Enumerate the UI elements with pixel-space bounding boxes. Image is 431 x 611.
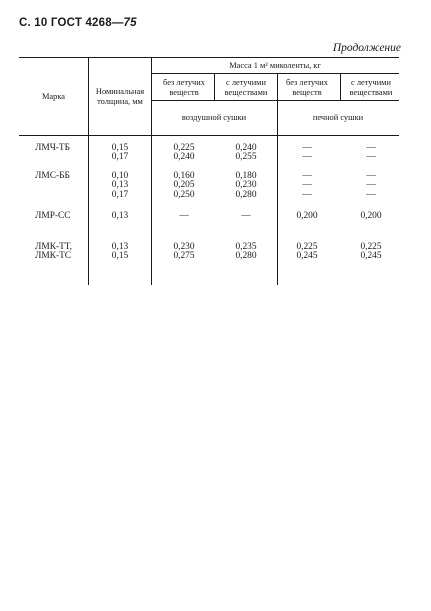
subheader-oven-no-volatile: без летучих веществ [286, 78, 328, 97]
page-number: С. 10 [19, 17, 48, 29]
row-air-with-volatile: — [241, 211, 251, 221]
row-thickness: 0,15 0,17 [111, 143, 129, 163]
row-oven-no-volatile: — — [302, 143, 312, 163]
row-oven-no-volatile: — — — [302, 171, 312, 200]
col-rule-5 [340, 74, 341, 101]
row-mark: ЛМР-СС [35, 211, 71, 221]
row-air-with-volatile: 0,240 0,255 [235, 143, 257, 163]
standard-code: ГОСТ 4268 [50, 17, 112, 29]
row-air-no-volatile: — [179, 211, 189, 221]
col-rule-4 [277, 74, 278, 285]
row-mark: ЛМС-ББ [35, 171, 70, 181]
row-air-with-volatile: 0,180 0,230 0,280 [235, 171, 257, 200]
row-oven-no-volatile: 0,200 [296, 211, 318, 221]
row-air-no-volatile: 0,160 0,205 0,250 [173, 171, 195, 200]
row-air-with-volatile: 0,235 0,280 [235, 242, 257, 262]
row-oven-with-volatile: — — [366, 143, 376, 163]
standard-year: 75 [123, 17, 137, 29]
col-rule-3 [214, 74, 215, 101]
data-table [19, 57, 399, 285]
row-oven-with-volatile: — — — [366, 171, 376, 200]
subheader-air-with-volatile: с летучими веществами [224, 78, 268, 97]
subheader-air-no-volatile: без летучих веществ [163, 78, 205, 97]
group-oven-drying: печной сушки [312, 113, 364, 122]
row-oven-no-volatile: 0,225 0,245 [296, 242, 318, 262]
mass-header-rule [151, 73, 399, 74]
page-header: С. 10 ГОСТ 4268—75 [19, 17, 137, 29]
subheader-rule [151, 100, 399, 101]
table-top-rule [19, 57, 399, 58]
group-air-drying: воздушной сушки [181, 113, 247, 122]
header-bottom-rule [19, 135, 399, 136]
row-mark: ЛМЧ-ТБ [35, 143, 71, 153]
header-mass: Масса 1 м² миколенты, кг [229, 61, 321, 70]
header-mark: Марка [41, 92, 65, 101]
row-air-no-volatile: 0,230 0,275 [173, 242, 195, 262]
row-thickness: 0,13 [111, 211, 129, 221]
row-thickness: 0,10 0,13 0,17 [111, 171, 129, 200]
row-thickness: 0,13 0,15 [111, 242, 129, 262]
header-thickness: Номинальная толщина, мм [95, 87, 145, 106]
row-air-no-volatile: 0,225 0,240 [173, 143, 195, 163]
row-oven-with-volatile: 0,225 0,245 [360, 242, 382, 262]
continuation-label: Продолжение [332, 42, 401, 54]
row-mark: ЛМК-ТТ, ЛМК-ТС [35, 242, 72, 262]
subheader-oven-with-volatile: с летучими веществами [349, 78, 393, 97]
col-rule-2 [151, 57, 152, 285]
row-oven-with-volatile: 0,200 [360, 211, 382, 221]
col-rule-1 [88, 57, 89, 285]
